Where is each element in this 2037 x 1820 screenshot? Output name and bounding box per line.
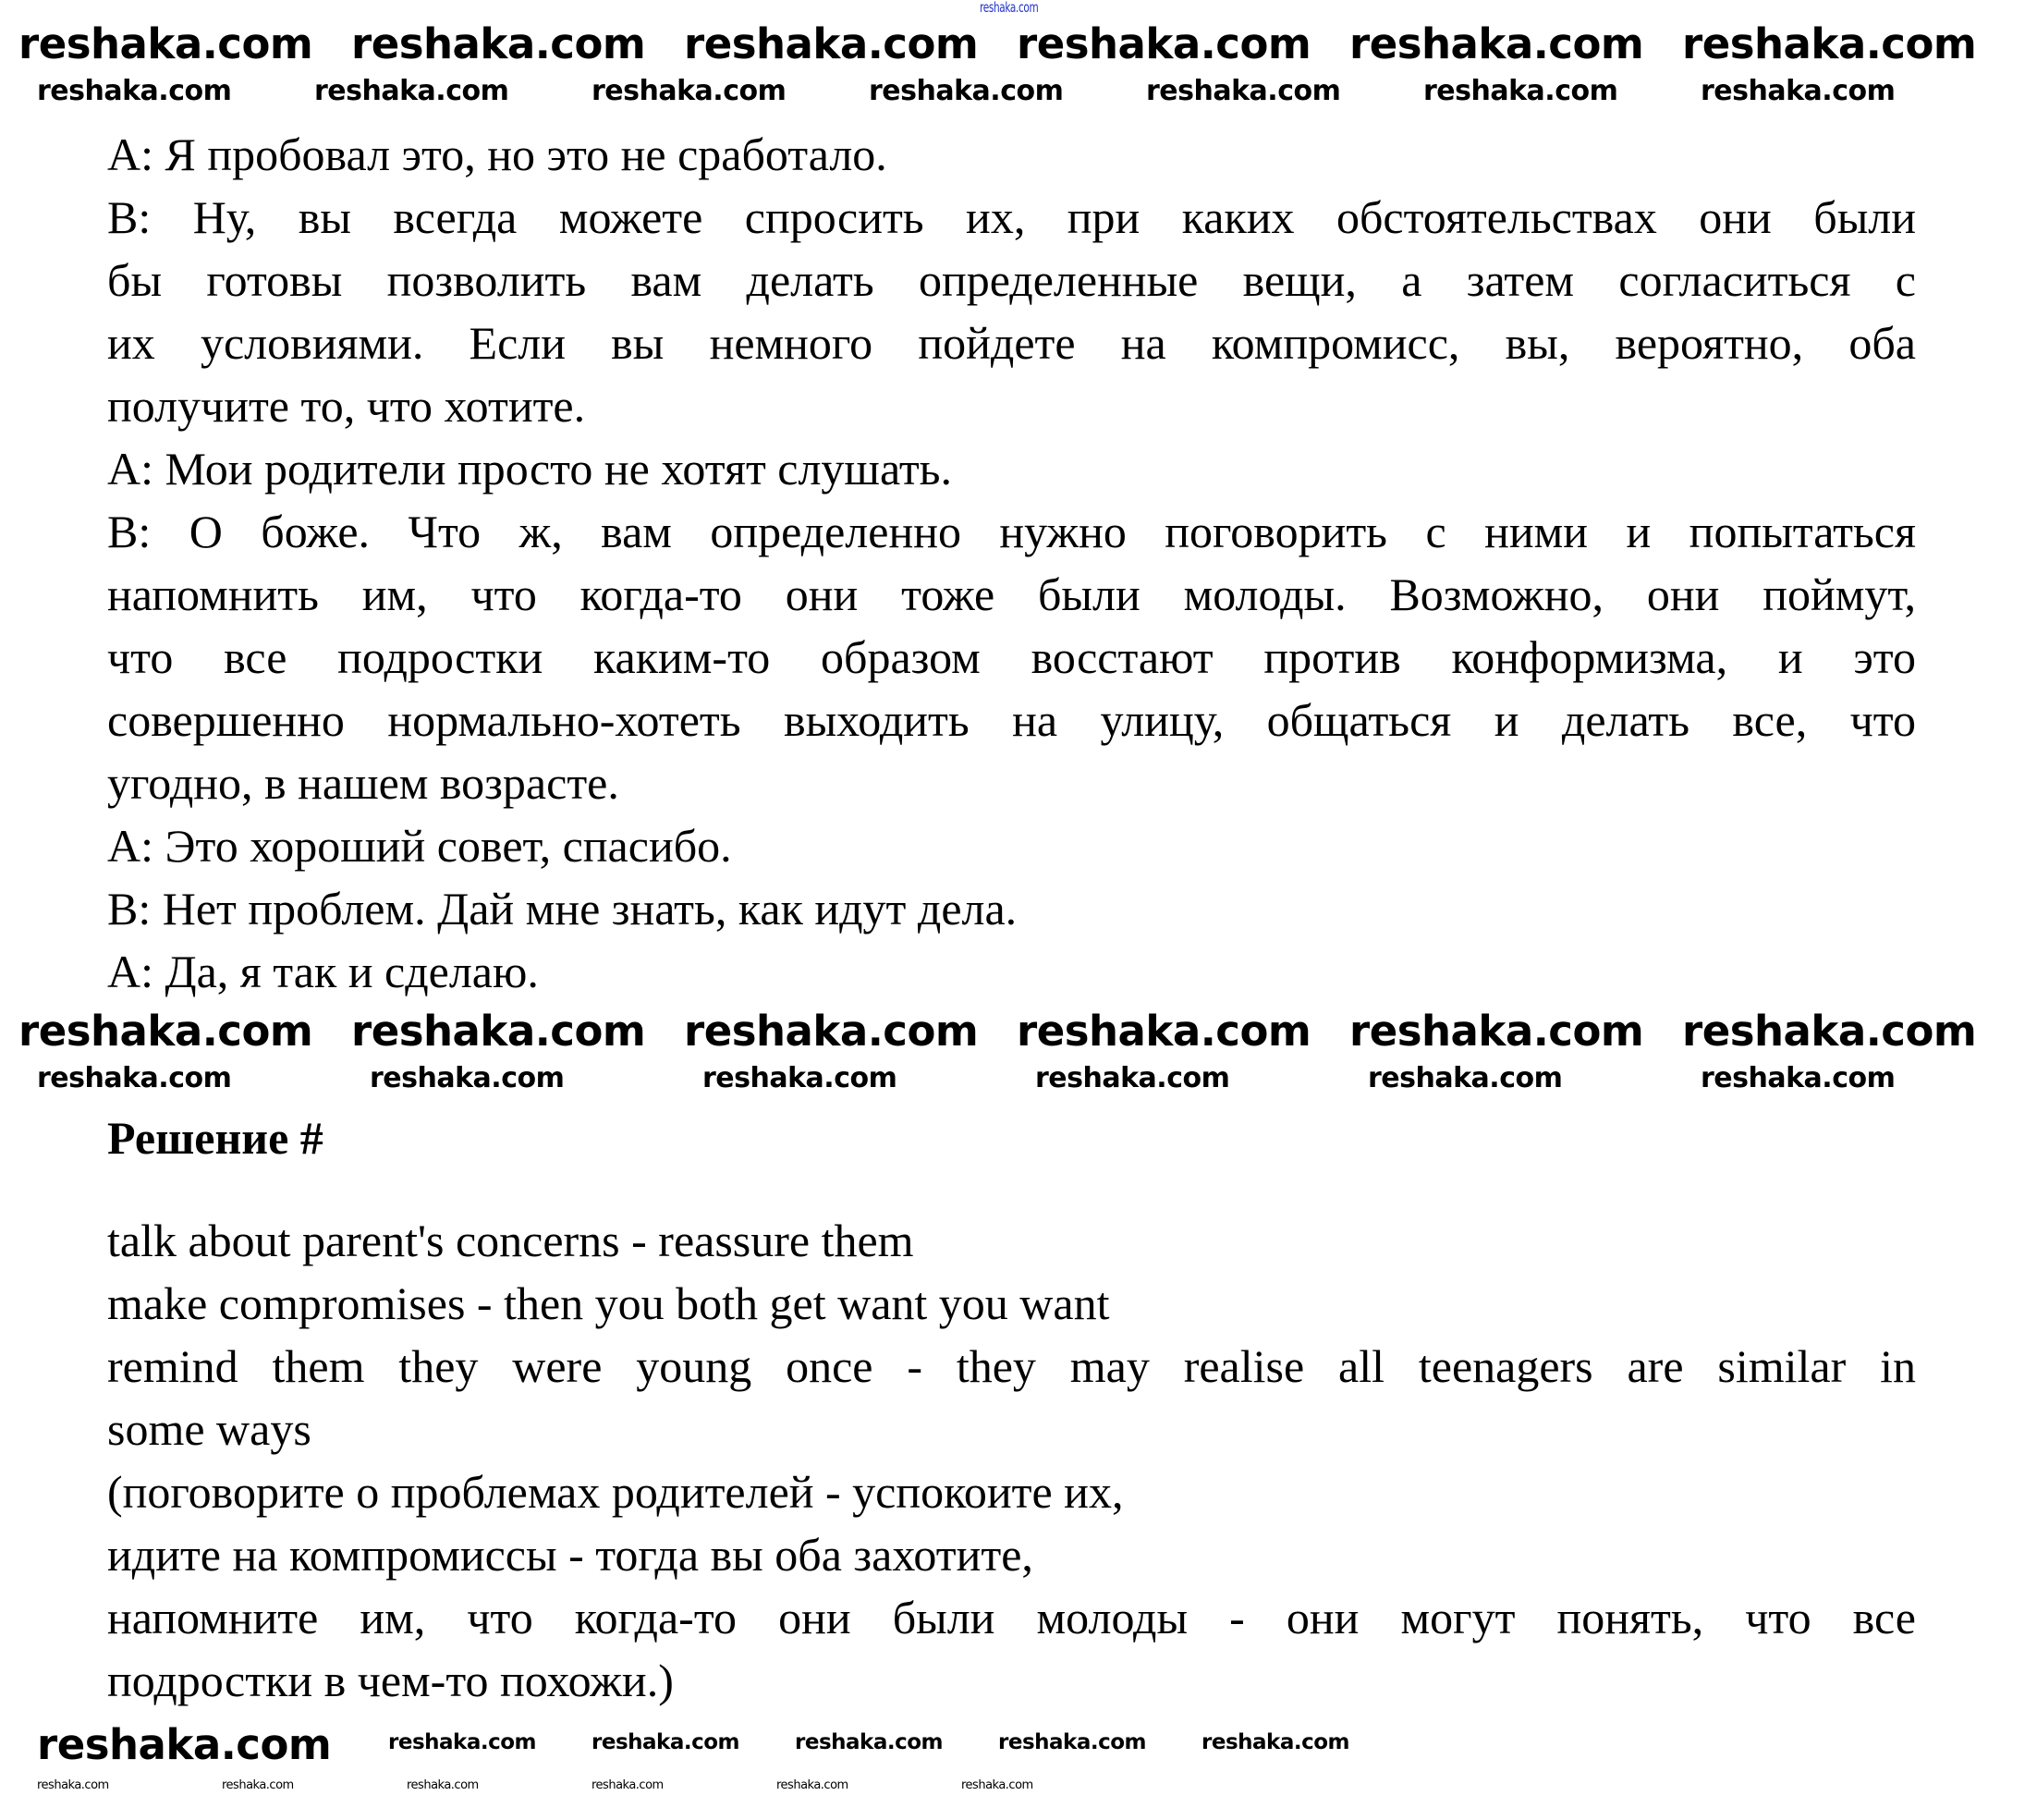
watermark: reshaka.com	[1423, 75, 1618, 107]
watermark: reshaka.com	[1035, 1062, 1230, 1094]
watermark: reshaka.com	[592, 1778, 664, 1792]
watermark: reshaka.com	[407, 1778, 479, 1792]
solution-line: make compromises - then you both get want you want	[107, 1277, 1110, 1329]
watermark: reshaka.com	[222, 1778, 294, 1792]
watermark: reshaka.com	[869, 75, 1064, 107]
watermark: reshaka.com	[1349, 1007, 1644, 1056]
solution-line: remind them they were young once - they may realise all teenagers are similar in	[107, 1340, 1916, 1392]
watermark: reshaka.com	[1017, 19, 1311, 68]
watermark: reshaka.com	[684, 1007, 979, 1056]
watermark: reshaka.com	[961, 1778, 1033, 1792]
watermark: reshaka.com	[1201, 1730, 1349, 1754]
dialogue-line: B: Нет проблем. Дай мне знать, как идут дела.	[107, 883, 1018, 934]
watermark: reshaka.com	[1682, 1007, 1977, 1056]
watermark: reshaka.com	[18, 1007, 313, 1056]
dialogue-line: B: О боже. Что ж, вам определенно нужно поговорить с ними и попытаться	[107, 506, 1916, 557]
watermark: reshaka.com	[37, 1062, 232, 1094]
dialogue-line: что все подростки каким-то образом восстают против конформизма, и это	[107, 631, 1916, 683]
dialogue-line: бы готовы позволить вам делать определенные вещи, а затем согласиться с	[107, 254, 1916, 306]
watermark: reshaka.com	[37, 1720, 332, 1769]
watermark: reshaka.com	[18, 19, 313, 68]
dialogue-line: A: Мои родители просто не хотят слушать.	[107, 443, 952, 495]
watermark: reshaka.com	[1368, 1062, 1563, 1094]
solution-heading: Решение #	[107, 1112, 323, 1164]
solution-line: some ways	[107, 1403, 311, 1455]
watermark: reshaka.com	[1017, 1007, 1311, 1056]
solution-line: напомните им, что когда-то они были молоды - они могут понять, что все	[107, 1592, 1916, 1643]
dialogue-line: совершенно нормально-хотеть выходить на улицу, общаться и делать все, что	[107, 694, 1916, 746]
solution-line: подростки в чем-то похожи.)	[107, 1655, 674, 1706]
dialogue-line: угодно, в нашем возрасте.	[107, 757, 619, 809]
watermark: reshaka.com	[795, 1730, 943, 1754]
dialogue-line: A: Да, я так и сделаю.	[107, 946, 539, 997]
dialogue-line: получите то, что хотите.	[107, 380, 586, 432]
watermark: reshaka.com	[1701, 1062, 1896, 1094]
watermark: reshaka.com	[1349, 19, 1644, 68]
watermark: reshaka.com	[702, 1062, 897, 1094]
dialogue-line: напомнить им, что когда-то они тоже были молоды. Возможно, они поймут,	[107, 568, 1916, 620]
dialogue-line: B: Ну, вы всегда можете спросить их, при каких обстоятельствах они были	[107, 191, 1916, 243]
watermark: reshaka.com	[37, 1778, 109, 1792]
watermark: reshaka.com	[592, 75, 787, 107]
watermark: reshaka.com	[351, 1007, 646, 1056]
watermark: reshaka.com	[1146, 75, 1341, 107]
watermark: reshaka.com	[351, 19, 646, 68]
watermark: reshaka.com	[1682, 19, 1977, 68]
watermark: reshaka.com	[684, 19, 979, 68]
dialogue-line: A: Я пробовал это, но это не сработало.	[107, 128, 887, 180]
watermark: reshaka.com	[314, 75, 509, 107]
top-watermark-link[interactable]: reshaka.com	[980, 0, 1039, 16]
solution-line: (поговорите о проблемах родителей - успокоите их,	[107, 1466, 1124, 1518]
watermark: reshaka.com	[37, 75, 232, 107]
dialogue-line: A: Это хороший совет, спасибо.	[107, 820, 732, 872]
watermark: reshaka.com	[388, 1730, 536, 1754]
dialogue-line: их условиями. Если вы немного пойдете на компромисс, вы, вероятно, оба	[107, 317, 1916, 369]
watermark: reshaka.com	[776, 1778, 848, 1792]
solution-line: идите на компромиссы - тогда вы оба захотите,	[107, 1529, 1033, 1581]
watermark: reshaka.com	[370, 1062, 565, 1094]
watermark: reshaka.com	[998, 1730, 1146, 1754]
watermark: reshaka.com	[1701, 75, 1896, 107]
solution-line: talk about parent's concerns - reassure them	[107, 1215, 914, 1266]
watermark: reshaka.com	[592, 1730, 739, 1754]
